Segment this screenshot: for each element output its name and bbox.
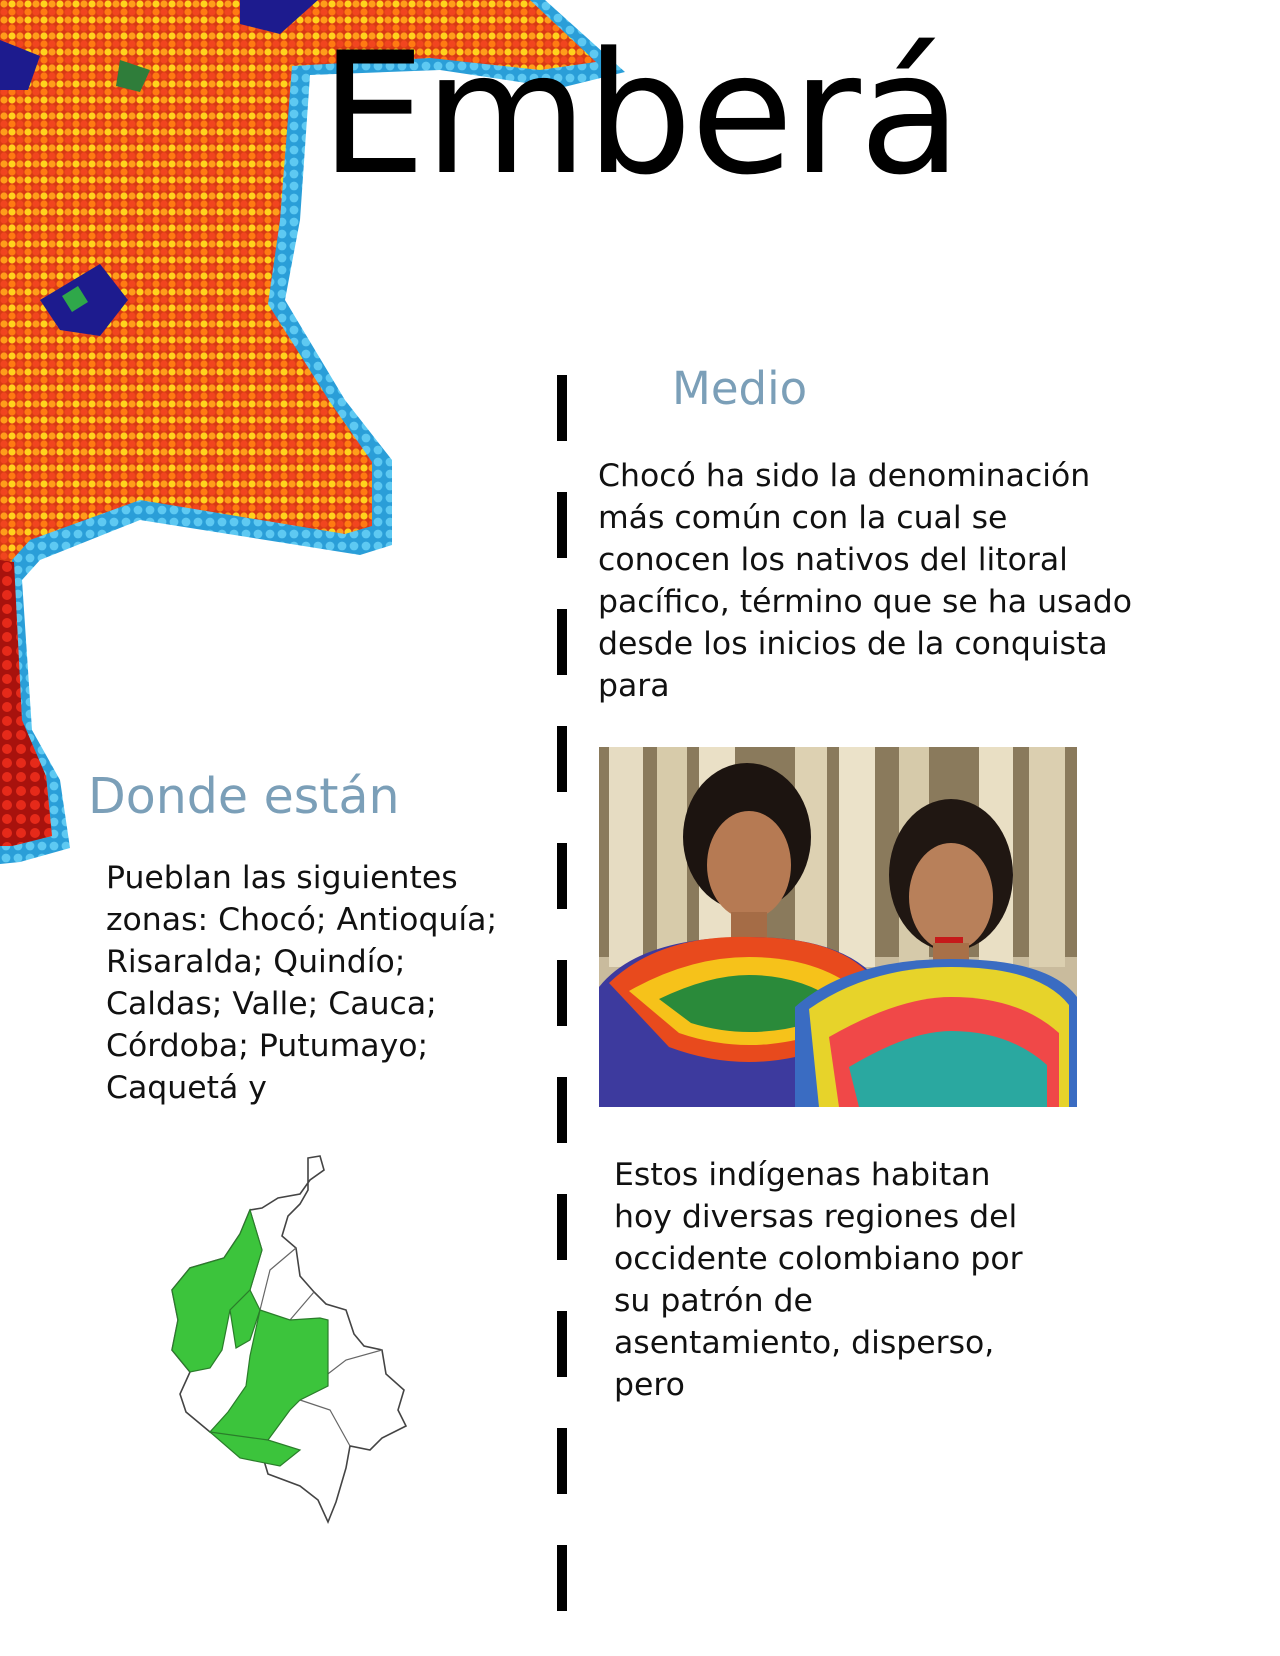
medio-heading: Medio <box>672 362 808 415</box>
estos-text: Estos indígenas habitan hoy diversas regiones del occidente colombiano por su patrón de asentamiento, disperso, pero <box>614 1157 1023 1403</box>
donde-text: Pueblan las siguientes zonas: Chocó; Antioquía; Risaralda; Quindío; Caldas; Valle; Cauca; Córdoba; Putumayo; Caquetá y <box>106 860 498 1106</box>
page-title: Emberá <box>320 16 960 212</box>
embera-women-photo <box>599 747 1077 1107</box>
dashed-divider <box>557 375 567 1656</box>
medio-text: Chocó ha sido la denominación más común con la cual se conocen los nativos del litoral pacífico, término que se ha usado desde los inicios de la conquista para <box>598 458 1133 704</box>
colombia-map <box>150 1150 420 1530</box>
donde-heading: Donde están <box>88 768 400 825</box>
